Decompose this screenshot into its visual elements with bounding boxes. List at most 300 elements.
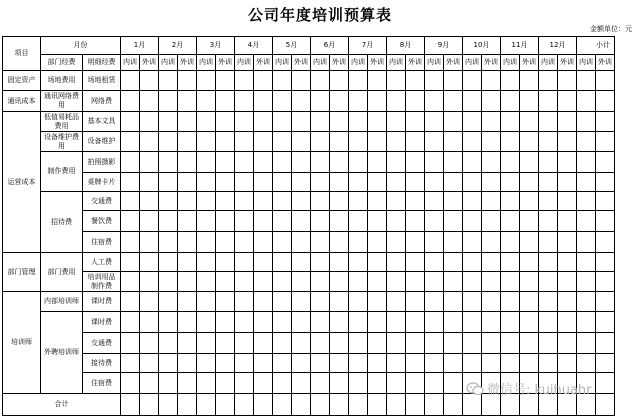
budget-value-cell bbox=[216, 211, 235, 232]
budget-value-cell bbox=[425, 152, 444, 173]
budget-value-cell bbox=[368, 253, 387, 272]
budget-value-cell bbox=[520, 211, 539, 232]
budget-value-cell bbox=[406, 211, 425, 232]
budget-value-cell bbox=[539, 232, 558, 253]
budget-value-cell bbox=[444, 333, 463, 354]
budget-value-cell bbox=[235, 173, 254, 192]
budget-value-cell bbox=[501, 312, 520, 333]
budget-value-cell bbox=[520, 312, 539, 333]
budget-value-cell bbox=[387, 152, 406, 173]
header-month-10: 10月 bbox=[463, 37, 501, 55]
budget-value-cell bbox=[539, 152, 558, 173]
budget-value-cell bbox=[577, 132, 596, 152]
budget-value-cell bbox=[596, 253, 615, 272]
budget-value-cell bbox=[387, 91, 406, 112]
budget-value-cell bbox=[501, 333, 520, 354]
budget-value-cell bbox=[520, 173, 539, 192]
budget-value-cell bbox=[159, 152, 178, 173]
budget-value-cell bbox=[330, 71, 349, 91]
budget-value-cell bbox=[330, 211, 349, 232]
budget-value-cell bbox=[140, 272, 159, 292]
detail-cell: 住宿费 bbox=[83, 373, 121, 394]
budget-value-cell bbox=[539, 91, 558, 112]
budget-value-cell bbox=[311, 173, 330, 192]
budget-value-cell bbox=[463, 173, 482, 192]
budget-value-cell bbox=[178, 272, 197, 292]
budget-value-cell bbox=[178, 373, 197, 394]
budget-value-cell bbox=[368, 232, 387, 253]
budget-value-cell bbox=[387, 253, 406, 272]
header-item: 项目 bbox=[3, 37, 41, 71]
budget-value-cell bbox=[425, 112, 444, 132]
budget-value-cell bbox=[387, 232, 406, 253]
detail-cell: 拍照摄影 bbox=[83, 152, 121, 173]
budget-value-cell bbox=[273, 192, 292, 211]
budget-value-cell bbox=[368, 192, 387, 211]
category-cell: 部门管理 bbox=[3, 253, 41, 292]
budget-value-cell bbox=[387, 112, 406, 132]
budget-value-cell bbox=[387, 272, 406, 292]
budget-value-cell bbox=[159, 71, 178, 91]
budget-value-cell bbox=[558, 211, 577, 232]
budget-value-cell bbox=[463, 333, 482, 354]
budget-value-cell bbox=[463, 132, 482, 152]
header-external: 外训 bbox=[216, 55, 235, 71]
budget-value-cell bbox=[311, 394, 330, 416]
budget-value-cell bbox=[482, 292, 501, 312]
budget-value-cell bbox=[235, 354, 254, 373]
budget-value-cell bbox=[197, 192, 216, 211]
detail-cell: 桌牌卡片 bbox=[83, 173, 121, 192]
budget-value-cell bbox=[178, 112, 197, 132]
budget-value-cell bbox=[577, 333, 596, 354]
budget-value-cell bbox=[292, 333, 311, 354]
header-external: 外训 bbox=[292, 55, 311, 71]
budget-value-cell bbox=[406, 152, 425, 173]
budget-value-cell bbox=[254, 152, 273, 173]
budget-value-cell bbox=[349, 333, 368, 354]
budget-value-cell bbox=[216, 232, 235, 253]
budget-value-cell bbox=[577, 211, 596, 232]
header-external: 外训 bbox=[178, 55, 197, 71]
budget-value-cell bbox=[596, 292, 615, 312]
header-external: 外训 bbox=[444, 55, 463, 71]
budget-value-cell bbox=[121, 71, 140, 91]
budget-value-cell bbox=[368, 272, 387, 292]
budget-value-cell bbox=[387, 132, 406, 152]
budget-value-cell bbox=[520, 132, 539, 152]
budget-value-cell bbox=[349, 112, 368, 132]
budget-value-cell bbox=[425, 132, 444, 152]
budget-value-cell bbox=[159, 373, 178, 394]
header-internal: 内训 bbox=[235, 55, 254, 71]
budget-value-cell bbox=[482, 211, 501, 232]
budget-value-cell bbox=[387, 71, 406, 91]
budget-value-cell bbox=[520, 152, 539, 173]
budget-value-cell bbox=[330, 152, 349, 173]
header-external: 外训 bbox=[368, 55, 387, 71]
budget-value-cell bbox=[140, 71, 159, 91]
budget-value-cell bbox=[254, 312, 273, 333]
budget-value-cell bbox=[368, 373, 387, 394]
budget-value-cell bbox=[178, 394, 197, 416]
budget-value-cell bbox=[520, 71, 539, 91]
budget-value-cell bbox=[140, 152, 159, 173]
budget-value-cell bbox=[539, 292, 558, 312]
budget-value-cell bbox=[216, 354, 235, 373]
header-internal: 内训 bbox=[197, 55, 216, 71]
detail-cell: 场地租赁 bbox=[83, 71, 121, 91]
budget-value-cell bbox=[596, 152, 615, 173]
budget-value-cell bbox=[425, 71, 444, 91]
budget-value-cell bbox=[577, 152, 596, 173]
budget-value-cell bbox=[596, 91, 615, 112]
budget-value-cell bbox=[178, 253, 197, 272]
header-internal: 内训 bbox=[387, 55, 406, 71]
budget-value-cell bbox=[235, 292, 254, 312]
budget-value-cell bbox=[425, 232, 444, 253]
budget-value-cell bbox=[349, 71, 368, 91]
budget-value-cell bbox=[311, 91, 330, 112]
budget-value-cell bbox=[425, 312, 444, 333]
budget-value-cell bbox=[159, 192, 178, 211]
budget-value-cell bbox=[178, 173, 197, 192]
budget-value-cell bbox=[558, 173, 577, 192]
budget-value-cell bbox=[216, 394, 235, 416]
budget-value-cell bbox=[425, 292, 444, 312]
budget-value-cell bbox=[292, 112, 311, 132]
budget-value-cell bbox=[482, 312, 501, 333]
budget-value-cell bbox=[235, 253, 254, 272]
budget-value-cell bbox=[406, 292, 425, 312]
budget-value-cell bbox=[292, 192, 311, 211]
wechat-icon bbox=[466, 382, 484, 400]
budget-value-cell bbox=[444, 71, 463, 91]
budget-value-cell bbox=[159, 312, 178, 333]
budget-value-cell bbox=[197, 333, 216, 354]
budget-value-cell bbox=[254, 192, 273, 211]
budget-value-cell bbox=[577, 354, 596, 373]
budget-value-cell bbox=[178, 91, 197, 112]
budget-value-cell bbox=[444, 312, 463, 333]
budget-value-cell bbox=[387, 173, 406, 192]
budget-value-cell bbox=[178, 292, 197, 312]
budget-value-cell bbox=[482, 192, 501, 211]
budget-table bbox=[2, 36, 615, 416]
budget-value-cell bbox=[254, 112, 273, 132]
budget-value-cell bbox=[406, 253, 425, 272]
budget-value-cell bbox=[273, 232, 292, 253]
header-month-8: 8月 bbox=[387, 37, 425, 55]
budget-value-cell bbox=[501, 173, 520, 192]
budget-value-cell bbox=[216, 272, 235, 292]
budget-value-cell bbox=[254, 333, 273, 354]
budget-value-cell bbox=[235, 152, 254, 173]
budget-value-cell bbox=[235, 272, 254, 292]
budget-value-cell bbox=[406, 312, 425, 333]
budget-value-cell bbox=[520, 253, 539, 272]
budget-value-cell bbox=[596, 211, 615, 232]
budget-value-cell bbox=[558, 272, 577, 292]
budget-value-cell bbox=[311, 253, 330, 272]
header-external: 外训 bbox=[596, 55, 615, 71]
budget-value-cell bbox=[368, 292, 387, 312]
header-month-7: 7月 bbox=[349, 37, 387, 55]
budget-value-cell bbox=[539, 112, 558, 132]
budget-value-cell bbox=[444, 272, 463, 292]
detail-cell: 交通费 bbox=[83, 333, 121, 354]
budget-value-cell bbox=[273, 292, 292, 312]
budget-value-cell bbox=[596, 192, 615, 211]
budget-value-cell bbox=[406, 112, 425, 132]
budget-value-cell bbox=[425, 192, 444, 211]
budget-value-cell bbox=[425, 91, 444, 112]
budget-value-cell bbox=[596, 333, 615, 354]
budget-value-cell bbox=[444, 394, 463, 416]
budget-value-cell bbox=[330, 192, 349, 211]
budget-value-cell bbox=[197, 112, 216, 132]
subcategory-cell: 通讯网络费用 bbox=[41, 91, 83, 112]
category-cell: 培训师 bbox=[3, 292, 41, 394]
budget-value-cell bbox=[216, 71, 235, 91]
budget-value-cell bbox=[235, 211, 254, 232]
budget-value-cell bbox=[330, 292, 349, 312]
budget-value-cell bbox=[254, 132, 273, 152]
budget-value-cell bbox=[482, 333, 501, 354]
budget-value-cell bbox=[273, 373, 292, 394]
budget-value-cell bbox=[121, 333, 140, 354]
budget-value-cell bbox=[349, 152, 368, 173]
budget-value-cell bbox=[121, 373, 140, 394]
header-month-5: 5月 bbox=[273, 37, 311, 55]
budget-value-cell bbox=[140, 373, 159, 394]
budget-value-cell bbox=[368, 173, 387, 192]
header-internal: 内训 bbox=[425, 55, 444, 71]
budget-value-cell bbox=[121, 253, 140, 272]
budget-value-cell bbox=[254, 211, 273, 232]
budget-value-cell bbox=[501, 292, 520, 312]
budget-value-cell bbox=[349, 394, 368, 416]
budget-value-cell bbox=[406, 71, 425, 91]
budget-value-cell bbox=[577, 292, 596, 312]
budget-value-cell bbox=[197, 312, 216, 333]
budget-value-cell bbox=[520, 292, 539, 312]
budget-value-cell bbox=[558, 112, 577, 132]
budget-value-cell bbox=[596, 173, 615, 192]
subcategory-cell: 低值易耗品费用 bbox=[41, 112, 83, 132]
watermark bbox=[466, 379, 592, 400]
budget-value-cell bbox=[349, 211, 368, 232]
budget-value-cell bbox=[444, 292, 463, 312]
budget-value-cell bbox=[444, 211, 463, 232]
budget-value-cell bbox=[539, 354, 558, 373]
header-internal: 内训 bbox=[463, 55, 482, 71]
budget-value-cell bbox=[368, 354, 387, 373]
budget-value-cell bbox=[425, 333, 444, 354]
budget-value-cell bbox=[425, 211, 444, 232]
budget-value-cell bbox=[273, 211, 292, 232]
header-internal: 内训 bbox=[349, 55, 368, 71]
header-month-3: 3月 bbox=[197, 37, 235, 55]
budget-value-cell bbox=[330, 112, 349, 132]
budget-value-cell bbox=[197, 394, 216, 416]
budget-value-cell bbox=[254, 292, 273, 312]
budget-value-cell bbox=[330, 173, 349, 192]
budget-value-cell bbox=[596, 112, 615, 132]
budget-value-cell bbox=[349, 272, 368, 292]
budget-value-cell bbox=[121, 211, 140, 232]
budget-value-cell bbox=[216, 253, 235, 272]
budget-value-cell bbox=[349, 354, 368, 373]
budget-value-cell bbox=[273, 312, 292, 333]
budget-value-cell bbox=[368, 91, 387, 112]
budget-value-cell bbox=[273, 253, 292, 272]
budget-value-cell bbox=[159, 173, 178, 192]
header-internal: 内训 bbox=[539, 55, 558, 71]
budget-value-cell bbox=[482, 354, 501, 373]
budget-value-cell bbox=[235, 112, 254, 132]
budget-value-cell bbox=[520, 112, 539, 132]
budget-value-cell bbox=[368, 312, 387, 333]
budget-value-cell bbox=[539, 71, 558, 91]
header-month-12: 12月 bbox=[539, 37, 577, 55]
budget-value-cell bbox=[216, 292, 235, 312]
budget-value-cell bbox=[406, 272, 425, 292]
budget-value-cell bbox=[292, 292, 311, 312]
subcategory-cell: 场地费用 bbox=[41, 71, 83, 91]
header-dept-fee: 部门经费 bbox=[41, 55, 83, 71]
budget-value-cell bbox=[159, 91, 178, 112]
budget-value-cell bbox=[216, 91, 235, 112]
budget-value-cell bbox=[121, 91, 140, 112]
budget-value-cell bbox=[387, 373, 406, 394]
budget-value-cell bbox=[121, 132, 140, 152]
budget-value-cell bbox=[159, 253, 178, 272]
budget-value-cell bbox=[121, 232, 140, 253]
budget-value-cell bbox=[140, 112, 159, 132]
header-internal: 内训 bbox=[577, 55, 596, 71]
header-external: 外训 bbox=[558, 55, 577, 71]
budget-value-cell bbox=[159, 132, 178, 152]
page-title: 公司年度培训预算表 bbox=[247, 6, 392, 24]
header-external: 外训 bbox=[520, 55, 539, 71]
budget-value-cell bbox=[140, 253, 159, 272]
budget-value-cell bbox=[577, 173, 596, 192]
budget-value-cell bbox=[254, 272, 273, 292]
budget-value-cell bbox=[235, 91, 254, 112]
budget-value-cell bbox=[482, 91, 501, 112]
header-internal: 内训 bbox=[501, 55, 520, 71]
budget-value-cell bbox=[292, 232, 311, 253]
budget-value-cell bbox=[121, 192, 140, 211]
detail-cell: 培训用品制作费 bbox=[83, 272, 121, 292]
detail-cell: 交通费 bbox=[83, 192, 121, 211]
budget-value-cell bbox=[273, 394, 292, 416]
budget-value-cell bbox=[520, 192, 539, 211]
budget-value-cell bbox=[235, 132, 254, 152]
budget-value-cell bbox=[520, 354, 539, 373]
budget-value-cell bbox=[292, 272, 311, 292]
budget-value-cell bbox=[539, 333, 558, 354]
budget-value-cell bbox=[311, 373, 330, 394]
budget-value-cell bbox=[406, 91, 425, 112]
budget-value-cell bbox=[140, 312, 159, 333]
budget-value-cell bbox=[273, 333, 292, 354]
budget-value-cell bbox=[577, 253, 596, 272]
budget-value-cell bbox=[501, 112, 520, 132]
budget-value-cell bbox=[558, 333, 577, 354]
budget-value-cell bbox=[178, 211, 197, 232]
budget-value-cell bbox=[273, 272, 292, 292]
budget-value-cell bbox=[577, 272, 596, 292]
budget-value-cell bbox=[596, 272, 615, 292]
budget-value-cell bbox=[178, 354, 197, 373]
budget-value-cell bbox=[406, 132, 425, 152]
budget-value-cell bbox=[121, 152, 140, 173]
budget-value-cell bbox=[292, 173, 311, 192]
budget-value-cell bbox=[463, 152, 482, 173]
budget-value-cell bbox=[387, 211, 406, 232]
budget-value-cell bbox=[311, 132, 330, 152]
budget-value-cell bbox=[121, 354, 140, 373]
budget-value-cell bbox=[235, 71, 254, 91]
budget-value-cell bbox=[330, 333, 349, 354]
budget-value-cell bbox=[330, 132, 349, 152]
budget-value-cell bbox=[520, 232, 539, 253]
budget-value-cell bbox=[463, 91, 482, 112]
budget-value-cell bbox=[273, 354, 292, 373]
budget-value-cell bbox=[558, 312, 577, 333]
header-detail-fee: 明细经费 bbox=[83, 55, 121, 71]
budget-value-cell bbox=[273, 71, 292, 91]
budget-value-cell bbox=[121, 394, 140, 416]
budget-value-cell bbox=[140, 91, 159, 112]
budget-value-cell bbox=[596, 71, 615, 91]
budget-value-cell bbox=[273, 132, 292, 152]
budget-value-cell bbox=[501, 91, 520, 112]
budget-value-cell bbox=[501, 132, 520, 152]
budget-value-cell bbox=[368, 132, 387, 152]
budget-value-cell bbox=[330, 312, 349, 333]
budget-value-cell bbox=[254, 354, 273, 373]
budget-value-cell bbox=[463, 232, 482, 253]
budget-value-cell bbox=[482, 173, 501, 192]
budget-value-cell bbox=[140, 132, 159, 152]
budget-value-cell bbox=[140, 192, 159, 211]
budget-value-cell bbox=[178, 333, 197, 354]
budget-value-cell bbox=[444, 173, 463, 192]
budget-value-cell bbox=[197, 91, 216, 112]
budget-value-cell bbox=[349, 292, 368, 312]
budget-value-cell bbox=[311, 312, 330, 333]
budget-value-cell bbox=[140, 173, 159, 192]
budget-value-cell bbox=[178, 192, 197, 211]
detail-cell: 设备维护 bbox=[83, 132, 121, 152]
budget-value-cell bbox=[539, 211, 558, 232]
budget-value-cell bbox=[311, 71, 330, 91]
budget-value-cell bbox=[292, 71, 311, 91]
budget-value-cell bbox=[463, 354, 482, 373]
budget-value-cell bbox=[539, 192, 558, 211]
budget-value-cell bbox=[596, 132, 615, 152]
budget-value-cell bbox=[197, 71, 216, 91]
budget-value-cell bbox=[197, 232, 216, 253]
budget-value-cell bbox=[463, 272, 482, 292]
detail-cell: 课时费 bbox=[83, 292, 121, 312]
budget-value-cell bbox=[520, 333, 539, 354]
budget-value-cell bbox=[558, 292, 577, 312]
budget-value-cell bbox=[577, 312, 596, 333]
